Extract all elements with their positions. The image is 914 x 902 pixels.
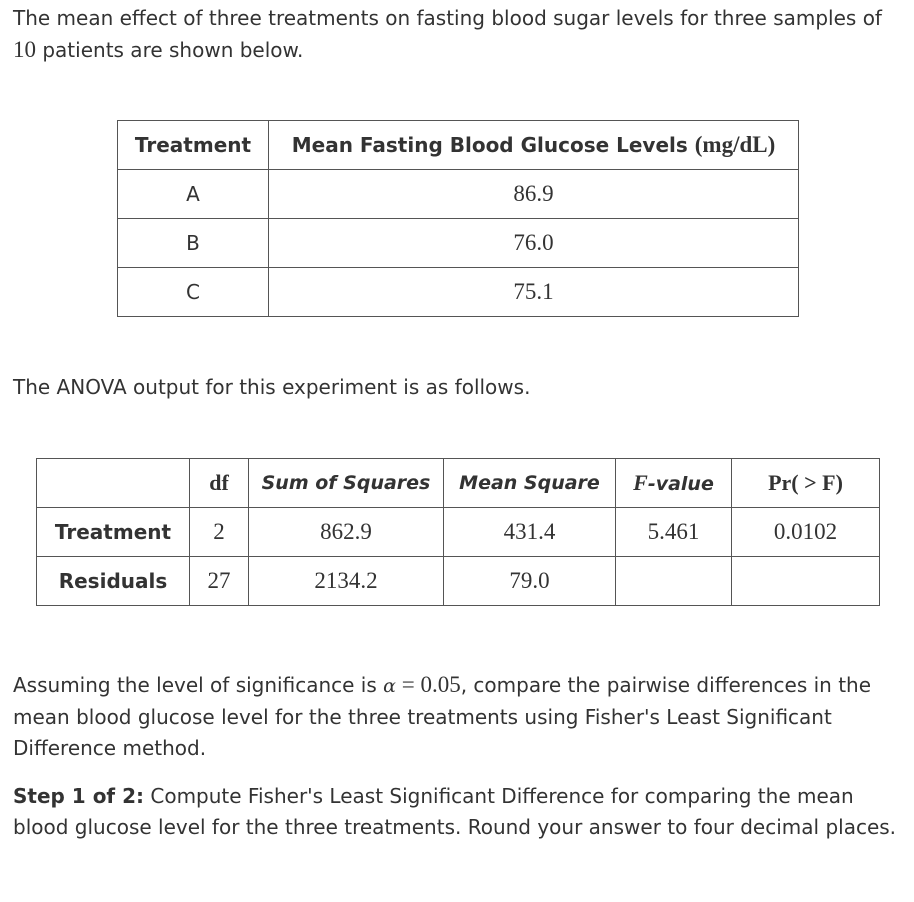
question-paragraph xyxy=(13,669,908,764)
f-cell: 5.461 xyxy=(616,508,732,557)
table-row xyxy=(37,508,880,557)
alpha-value: 0.05 xyxy=(420,672,461,697)
step-text: Compute Fisher's Least Significant Difference for comparing the mean blood glucose level for the three treatments. Round your answer to four decimal places. xyxy=(13,784,897,839)
treatment-cell: B xyxy=(118,219,269,268)
p-cell xyxy=(732,557,880,606)
source-cell: Treatment xyxy=(37,508,190,557)
f-cell xyxy=(616,557,732,606)
mean-cell: 75.1 xyxy=(269,268,799,317)
anova-table xyxy=(36,458,880,606)
ms-cell: 431.4 xyxy=(444,508,616,557)
intro-text-after: patients are shown below. xyxy=(36,38,304,62)
mean-cell: 76.0 xyxy=(269,219,799,268)
table-header-row xyxy=(118,121,799,170)
sample-size-value: 10 xyxy=(13,37,36,62)
table-row xyxy=(118,219,799,268)
treatment-cell: C xyxy=(118,268,269,317)
question-text-before: Assuming the level of significance is xyxy=(13,673,384,697)
header-mean-unit: (mg/dL) xyxy=(694,132,776,157)
intro-text-before: The mean effect of three treatments on fasting blood sugar levels for three samples of xyxy=(13,6,882,30)
header-sum-of-squares: Sum of Squares xyxy=(249,459,444,508)
header-treatment: Treatment xyxy=(118,121,269,170)
table-row xyxy=(37,557,880,606)
treatment-cell: A xyxy=(118,170,269,219)
step-label: Step 1 of 2: xyxy=(13,784,145,808)
df-cell: 27 xyxy=(190,557,249,606)
ss-cell: 862.9 xyxy=(249,508,444,557)
header-f-value xyxy=(616,459,732,508)
source-cell: Residuals xyxy=(37,557,190,606)
equals-sign: = xyxy=(395,672,421,697)
header-empty xyxy=(37,459,190,508)
intro-paragraph xyxy=(13,3,903,66)
df-cell: 2 xyxy=(190,508,249,557)
question-text-after: , compare the pairwise differences in the mean blood glucose level for the three treatments using Fisher's Least Significant Difference method. xyxy=(13,673,872,760)
header-mean-square: Mean Square xyxy=(444,459,616,508)
table-row xyxy=(118,268,799,317)
mean-cell: 86.9 xyxy=(269,170,799,219)
alpha-symbol: α xyxy=(383,675,396,697)
f-letter: F xyxy=(633,470,648,495)
header-p-value: Pr( > F) xyxy=(732,459,880,508)
step-paragraph xyxy=(13,781,903,843)
p-cell: 0.0102 xyxy=(732,508,880,557)
header-df: df xyxy=(190,459,249,508)
ss-cell: 2134.2 xyxy=(249,557,444,606)
table-row xyxy=(118,170,799,219)
treatment-means-table xyxy=(117,120,799,317)
f-rest: -value xyxy=(647,473,714,495)
header-mean-text: Mean Fasting Blood Glucose Levels xyxy=(291,133,695,157)
header-mean-glucose xyxy=(269,121,799,170)
ms-cell: 79.0 xyxy=(444,557,616,606)
table-header-row xyxy=(37,459,880,508)
anova-intro: The ANOVA output for this experiment is as follows. xyxy=(13,375,531,399)
